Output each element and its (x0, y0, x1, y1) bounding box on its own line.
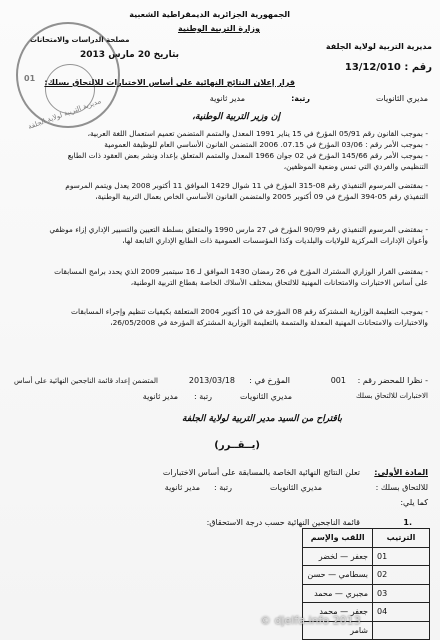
minutes-date: 2013/03/18 (188, 376, 235, 385)
name-column-header: اللقب والإسم (303, 529, 373, 548)
minutes-label: - نظرا للمحضر رقم : (357, 376, 428, 385)
consideration-block-5: - بموجب التعليمة الوزارية المشتركة رقم 08 المؤرخة في 10 أكتوبر 2004 المتعلقة بكيفيات تنظيم وإجراء المسابقات والاختبارات والامتحانات المهنية المعدلة والمتممة بالتعليمة الوزارية المشتركة المؤرخة في 26/05/2008، (71, 307, 428, 327)
stamp-text: مديرية التربية لولاية الجلفة (26, 97, 103, 131)
rank-column-header: الترتيب (373, 529, 430, 548)
subject-corps: مديري الثانويات (376, 94, 428, 103)
reference-value: 13/12/010 (344, 62, 401, 73)
article1-line2: للالتحاق بسلك : (375, 483, 428, 492)
minutes-rank: مدير ثانوية (142, 392, 178, 401)
list-title: قائمة الناجحين النهائية حسب درجة الاستحقاق: (206, 518, 360, 527)
name-cell: بسطامي — حسن (303, 566, 373, 585)
name-cell: مجبري — محمد (303, 584, 373, 603)
reference-label: رقم : (404, 62, 432, 73)
official-stamp-icon (16, 22, 120, 131)
minutes-number: 001 (330, 376, 346, 385)
proposal-line: باقتراح من السيد مدير التربية لولاية الجلفة (182, 414, 342, 424)
minutes-corps: مديري الثانويات (240, 392, 292, 401)
table-row (303, 584, 430, 603)
consideration-block-4: - بمقتضى القرار الوزاري المشترك المؤرخ في 26 رمضان 1430 الموافق لـ 16 سبتمبر 2009 الذي يحدد برامج المسابقات على أساس الاختبارات والامتحانات المهنية للالتحاق بمختلف الأسلاك الخاصة بقطاع التربية الوطنية، (54, 267, 428, 287)
article1-text: تعلن النتائج النهائية الخاصة بالمسابقة على أساس الاختبارات (162, 468, 360, 477)
directorate-name: مديرية التربية لولاية الجلفة (325, 42, 432, 51)
stamp-code: 01 (24, 74, 36, 83)
consideration-block-2: - بمقتضى المرسوم التنفيذي رقم 08-315 المؤرخ في 11 شوال 1429 الموافق 11 أكتوبر 2008 يعدل ويتمم المرسوم التنفيذي رقم 05-394 المؤرخ في 09 أكتوبر 2005 والمتضمن القانون الأساسي الخاص بعمال التربية الوطنية، (65, 181, 428, 201)
article1-rank-label: رتبة : (213, 483, 232, 492)
name-cell: جعفر — محمد (303, 603, 373, 622)
subject-rank-label: رتبة: (291, 94, 310, 103)
article1-corps: مديري الثانويات (270, 483, 322, 492)
article1-label: المادة الأولى: (374, 468, 428, 477)
as-follows: كما يلي: (400, 498, 428, 507)
article1-rank: مدير ثانوية (164, 483, 200, 492)
rank-cell (373, 621, 430, 640)
authority-line: إن وزير التربية الوطنية، (192, 112, 280, 122)
site-watermark: © djelfa.info 2013 (260, 614, 361, 627)
minutes-line2: الاختبارات للالتحاق بسلك (355, 392, 428, 400)
name-cell: شامر (303, 621, 373, 640)
date-prefix: بتاريخ (153, 50, 180, 60)
consideration-block-1: - بموجب القانون رقم 05/91 المؤرخ في 15 يناير 1991 المعدل والمتمم المتضمن تعميم استعمال اللغة العربية، - بموجب الأمر رقم : 03/06 المؤرخ في 07.15. 2006 المتضمن القانون الأساسي العام للوظيفة العمومية - بموجب الأمر رقم 145/66 المؤرخ في 02 جوان 1966 المعدل والمتمم المتعلق بإعداد ونشر بعض العقود ذات الطابع التنظيمي والفردي التي تمس وضعية الموظفين، (67, 129, 428, 171)
reference-number (345, 62, 432, 73)
minutes-rank-label: رتبة : (193, 392, 212, 401)
minutes-tail: المتضمن إعداد قائمة الناجحين النهائية على أساس (14, 377, 158, 385)
rank-cell: 04 (373, 603, 430, 622)
office-name: مصلحة الدراسات والامتحانات (30, 36, 130, 44)
consideration-block-3: - بمقتضى المرسوم التنفيذي رقم 90/99 المؤرخ في 27 مارس 1990 والمتعلق بسلطة التعيين والتسيير الإداري إزاء موظفي وأعوان الإدارات المركزية للولايات والبلديات وكذا المؤسسات العمومية ذات الطابع الإداري التابعة لها، (49, 225, 428, 245)
minutes-date-label: المؤرخ في : (249, 376, 290, 385)
table-row (303, 566, 430, 585)
republic-title: الجمهورية الجزائرية الديمقراطية الشعبية (129, 10, 290, 19)
rank-cell: 02 (373, 566, 430, 585)
name-cell: جعفر — لخضر (303, 547, 373, 566)
date-value: 20 مارس 2013 (80, 50, 151, 60)
table-header-row (303, 529, 430, 548)
decides-heading: (يــقــرر) (214, 440, 260, 451)
subject-line: قرار إعلان النتائج النهائية على أساس الاختبارات للالتحاق بسلك: (44, 78, 295, 87)
rank-cell: 01 (373, 547, 430, 566)
list-number: 1. (403, 518, 412, 527)
rank-cell: 03 (373, 584, 430, 603)
subject-rank: مدير ثانوية (209, 94, 245, 103)
ministry-title: وزارة التربية الوطنية (177, 24, 260, 33)
table-row (303, 547, 430, 566)
